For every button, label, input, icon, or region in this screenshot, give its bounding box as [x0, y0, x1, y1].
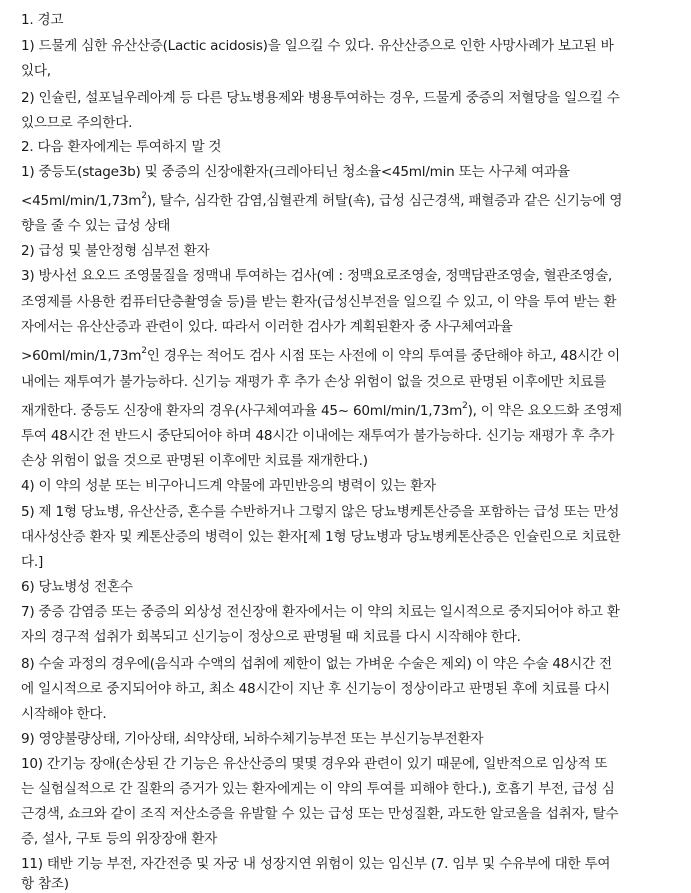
text-line: 근경색, 쇼크와 같이 조직 저산소증을 유발할 수 있는 급성 또는 만성질환, 과도한 알코올을 섭취자, 탈수 [21, 806, 619, 822]
text-line: 1) 드물게 심한 유산산증(Lactic acidosis)을 일으킬 수 있다. 유산산증으로 인한 사망사례가 보고된 바 [21, 38, 614, 54]
text-line: 대사성산증 환자 및 케톤산증의 병력이 있는 환자[제 1형 당뇨병과 당뇨병케톤산증은 인슐린으로 치료한 [21, 529, 621, 545]
text-line [21, 403, 685, 420]
text-segment: 인 경우는 적어도 검사 시점 또는 사전에 이 약의 투여를 중단해야 하고, 48시간 이 [146, 348, 620, 364]
text-line: 손상 위험이 없을 것으로 판명된 이후에만 치료를 재개한다.) [21, 453, 368, 469]
text-line: 9) 영양불량상태, 기아상태, 쇠약상태, 뇌하수체기능부전 또는 부신기능부전환자 [21, 731, 484, 747]
text-line [21, 193, 685, 210]
text-line: 3) 방사선 요오드 조영물질을 정맥내 투여하는 검사(예 : 정맥요로조영술, 정맥담관조영술, 혈관조영술, [21, 268, 613, 284]
text-line: 항 참조) [21, 876, 69, 892]
superscript: 2 [141, 346, 147, 357]
text-line: 2) 급성 및 불안정형 심부전 환자 [21, 243, 210, 259]
text-line: 6) 당뇨병성 전혼수 [21, 579, 133, 595]
text-segment: ), 탈수, 심각한 감염,심혈관계 허탈(쇽), 급성 심근경색, 패혈증과 같은 신기능에 영 [146, 193, 623, 209]
text-line: 조영제를 사용한 컴퓨터단층촬영술 등)를 받는 환자(급성신부전을 일으킬 수 있고, 이 약을 투여 받는 환 [21, 294, 617, 310]
text-segment: >60ml/min/1,73m [21, 348, 142, 364]
text-line: 증, 설사, 구토 등의 위장장애 환자 [21, 831, 217, 847]
text-line: 자에서는 유산산증과 관련이 있다. 따라서 이러한 검사가 계획된환자 중 사구체여과율 [21, 319, 513, 335]
text-line: 10) 간기능 장애(손상된 간 기능은 유산산증의 몇몇 경우와 관련이 있기 때문에, 일반적으로 임상적 또 [21, 756, 608, 772]
text-line: 시작해야 한다. [21, 706, 107, 722]
superscript: 2 [462, 401, 468, 412]
text-line: 있다, [21, 63, 51, 79]
text-line: 5) 제 1형 당뇨병, 유산산증, 혼수를 수반하거나 그렇지 않은 당뇨병케톤산증을 포함하는 급성 또는 만성 [21, 504, 620, 520]
text-line: 투여 48시간 전 반드시 중단되어야 하며 48시간 이내에는 재투여가 불가능하다. 신기능 재평가 후 추가 [21, 428, 614, 444]
text-line: 7) 중증 감염증 또는 중증의 외상성 전신장애 환자에서는 이 약의 치료는 일시적으로 중지되어야 하고 환 [21, 604, 620, 620]
text-line: 다.] [21, 554, 44, 570]
text-segment: ), 이 약은 요오드화 조영제 [467, 403, 622, 419]
text-line: 는 실험실적으로 간 질환의 증거가 있는 환자에게는 이 약의 투여를 피해야 한다.), 호흡기 부전, 급성 심 [21, 781, 615, 797]
text-segment: <45ml/min/1,73m [21, 193, 142, 209]
text-line: 자의 경구적 섭취가 회복되고 신기능이 정상으로 판명될 때 치료를 다시 시작해야 한다. [21, 629, 521, 645]
text-segment: 재개한다. 중등도 신장애 환자의 경우(사구체여과율 45~ 60ml/min/1,73m [21, 403, 463, 419]
text-line: 11) 태반 기능 부전, 자간전증 및 자궁 내 성장지연 위험이 있는 임신부 (7. 임부 및 수유부에 대한 투여 [21, 856, 611, 872]
text-line: 8) 수술 과정의 경우에(음식과 수액의 섭취에 제한이 없는 가벼운 수술은 제외) 이 약은 수술 48시간 전 [21, 656, 612, 672]
text-line: 내에는 재투여가 불가능하다. 신기능 재평가 후 추가 손상 위험이 없을 것으로 판명된 이후에만 치료를 [21, 374, 607, 390]
section-heading-warning: 1. 경고 [21, 12, 64, 28]
text-line [21, 348, 685, 365]
text-line: 에 일시적으로 중지되어야 하고, 최소 48시간이 지난 후 신기능이 정상이라고 판명된 후에 치료를 다시 [21, 681, 611, 697]
text-line: 2) 인슐린, 설포닐우레아계 등 다른 당뇨병용제와 병용투여하는 경우, 드물게 중증의 저혈당을 일으킬 수 [21, 90, 620, 106]
section-heading-contraindications: 2. 다음 환자에게는 투여하지 말 것 [21, 139, 222, 155]
superscript: 2 [141, 191, 147, 202]
text-line: 4) 이 약의 성분 또는 비구아니드계 약물에 과민반응의 병력이 있는 환자 [21, 478, 436, 494]
text-line: 향을 줄 수 있는 급성 상태 [21, 218, 171, 234]
text-line: 1) 중등도(stage3b) 및 중증의 신장애환자(크레아티닌 청소율<45ml/min 또는 사구체 여과율 [21, 164, 570, 180]
text-line: 있으므로 주의한다. [21, 115, 133, 131]
